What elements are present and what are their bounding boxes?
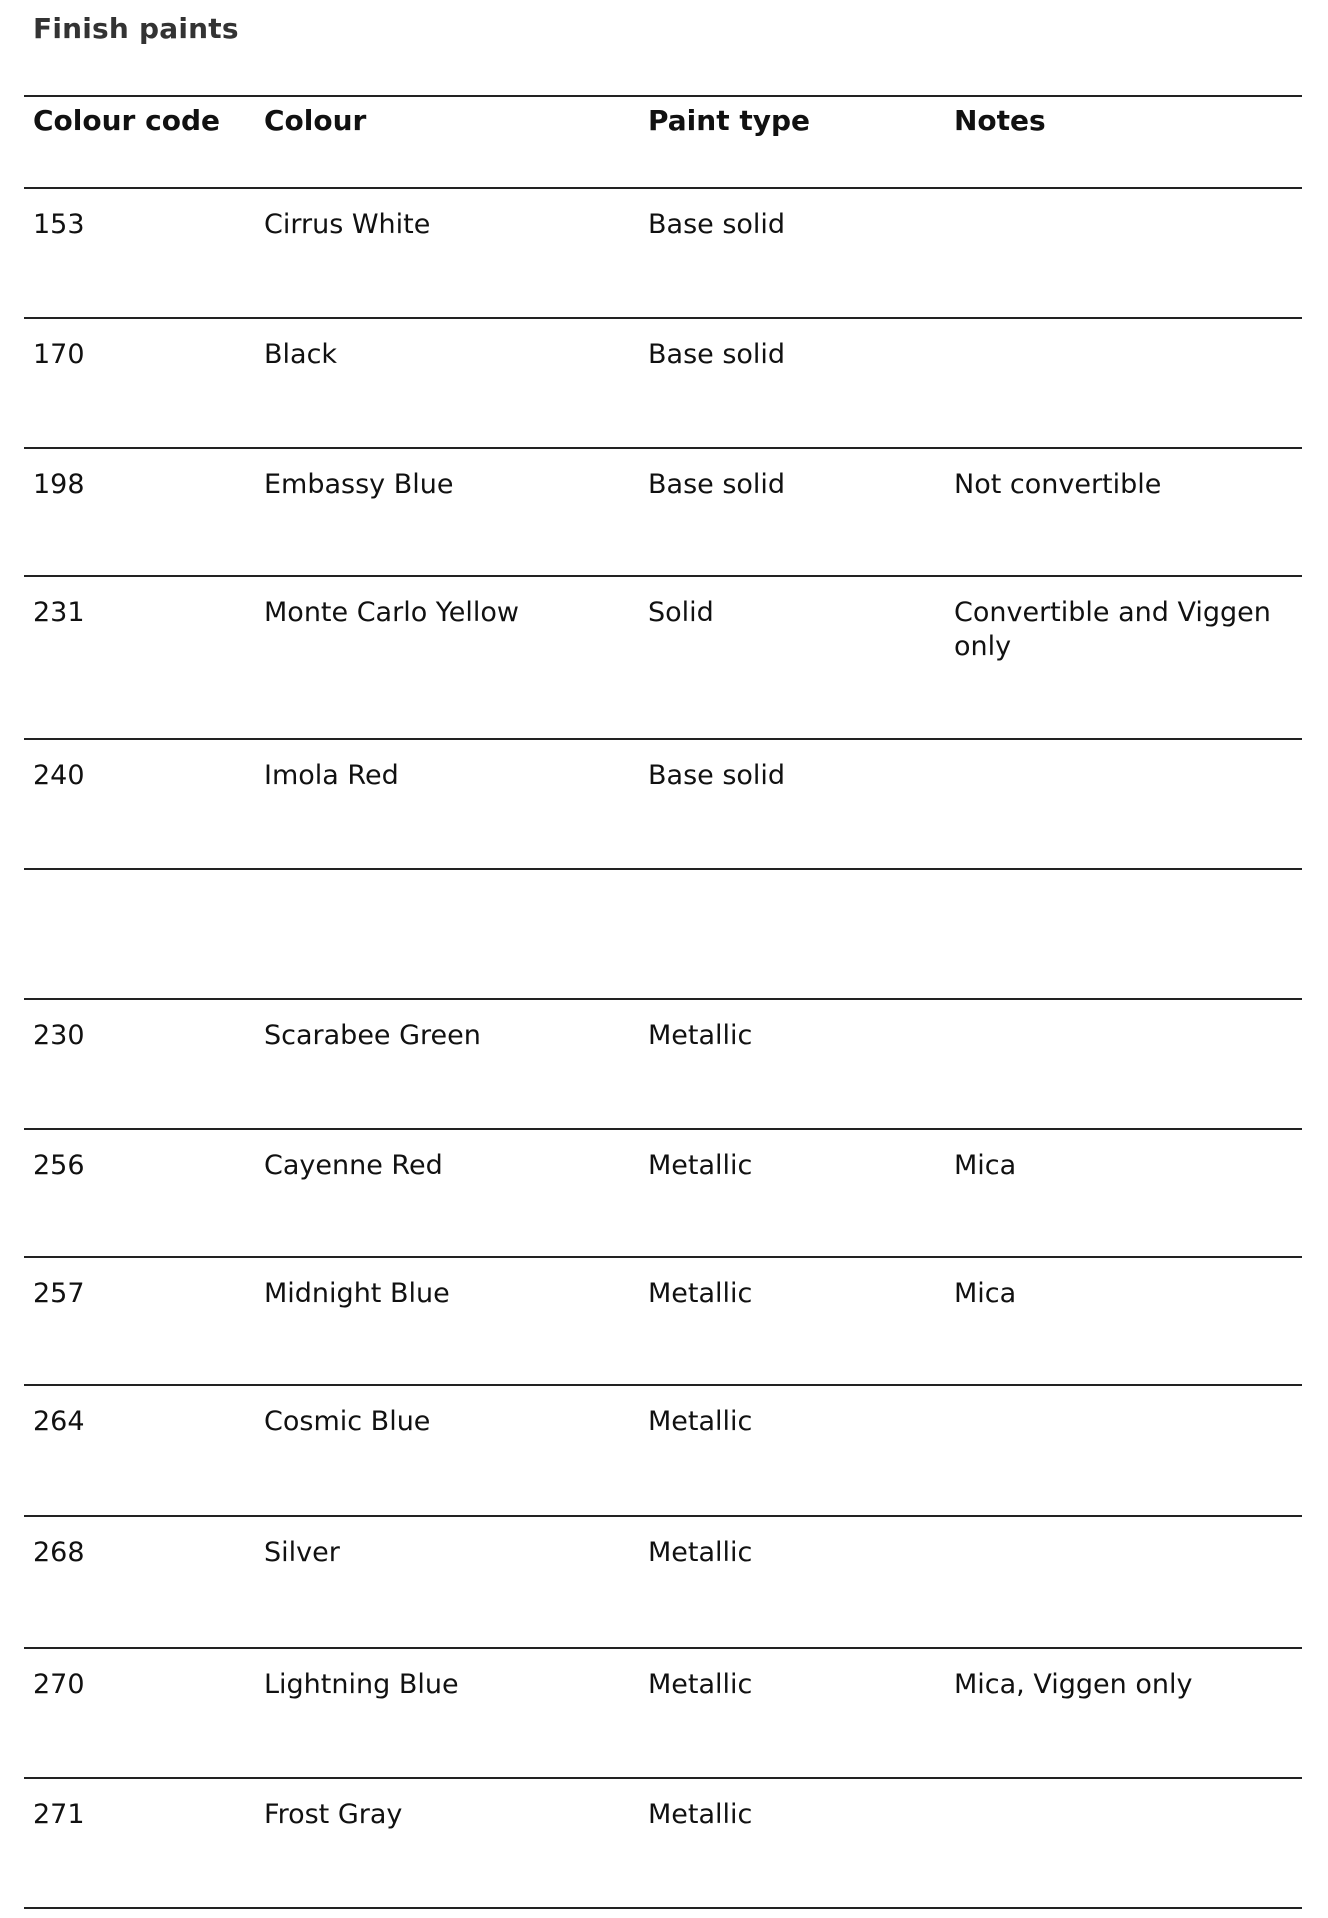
cell-colour: Cirrus White: [264, 209, 431, 240]
cell-notes: Mica: [954, 1150, 1017, 1181]
finish-paints-table: [24, 95, 1302, 1909]
cell-colour-code: 264: [33, 1406, 85, 1437]
cell-colour: Black: [264, 339, 338, 370]
cell-colour: Monte Carlo Yellow: [264, 597, 519, 628]
table-row: [24, 738, 1302, 868]
cell-colour-code: 240: [33, 760, 85, 791]
page-title: Finish paints: [33, 12, 239, 45]
header-colour-code: Colour code: [33, 104, 220, 137]
header-notes: Notes: [954, 104, 1046, 137]
cell-colour-code: 268: [33, 1537, 85, 1568]
cell-colour-code: 257: [33, 1278, 85, 1309]
cell-paint-type: Metallic: [648, 1020, 753, 1051]
cell-notes: Convertible and Viggen only: [954, 597, 1271, 662]
cell-colour-code: 198: [33, 469, 85, 500]
cell-notes: Not convertible: [954, 469, 1162, 500]
cell-colour-code: 231: [33, 597, 85, 628]
cell-paint-type: Metallic: [648, 1406, 753, 1437]
cell-paint-type: Base solid: [648, 469, 786, 500]
cell-colour: Lightning Blue: [264, 1669, 459, 1700]
table-row: [24, 1384, 1302, 1515]
cell-colour: Scarabee Green: [264, 1020, 481, 1051]
cell-colour-code: 271: [33, 1799, 85, 1830]
cell-paint-type: Solid: [648, 597, 714, 628]
table-row: [24, 575, 1302, 738]
cell-paint-type: Metallic: [648, 1537, 753, 1568]
header-colour: Colour: [264, 104, 367, 137]
cell-colour-code: 270: [33, 1669, 85, 1700]
cell-colour: Midnight Blue: [264, 1278, 450, 1309]
cell-colour-code: 153: [33, 209, 85, 240]
cell-colour: Silver: [264, 1537, 340, 1568]
header-paint-type: Paint type: [648, 104, 810, 137]
cell-colour: Cosmic Blue: [264, 1406, 431, 1437]
table-row: [24, 1256, 1302, 1384]
cell-colour: Embassy Blue: [264, 469, 454, 500]
table-row: [24, 317, 1302, 447]
table-bottom-rule: [24, 1907, 1302, 1909]
table-header-row: [24, 95, 1302, 187]
cell-notes: Mica: [954, 1278, 1017, 1309]
cell-colour: Cayenne Red: [264, 1150, 443, 1181]
cell-paint-type: Base solid: [648, 209, 786, 240]
table-row: [24, 1777, 1302, 1907]
table-row: [24, 1647, 1302, 1777]
cell-paint-type: Metallic: [648, 1278, 753, 1309]
cell-colour-code: 256: [33, 1150, 85, 1181]
cell-colour: Frost Gray: [264, 1799, 403, 1830]
table-row: [24, 1128, 1302, 1256]
cell-paint-type: Metallic: [648, 1669, 753, 1700]
cell-paint-type: Metallic: [648, 1150, 753, 1181]
table-row: [24, 1515, 1302, 1647]
cell-paint-type: Metallic: [648, 1799, 753, 1830]
cell-paint-type: Base solid: [648, 339, 786, 370]
table-row-empty: [24, 868, 1302, 998]
cell-colour-code: 170: [33, 339, 85, 370]
table-row: [24, 187, 1302, 317]
cell-paint-type: Base solid: [648, 760, 786, 791]
table-row: [24, 998, 1302, 1128]
cell-colour-code: 230: [33, 1020, 85, 1051]
cell-colour: Imola Red: [264, 760, 399, 791]
cell-notes: Mica, Viggen only: [954, 1669, 1193, 1700]
table-row: [24, 447, 1302, 575]
